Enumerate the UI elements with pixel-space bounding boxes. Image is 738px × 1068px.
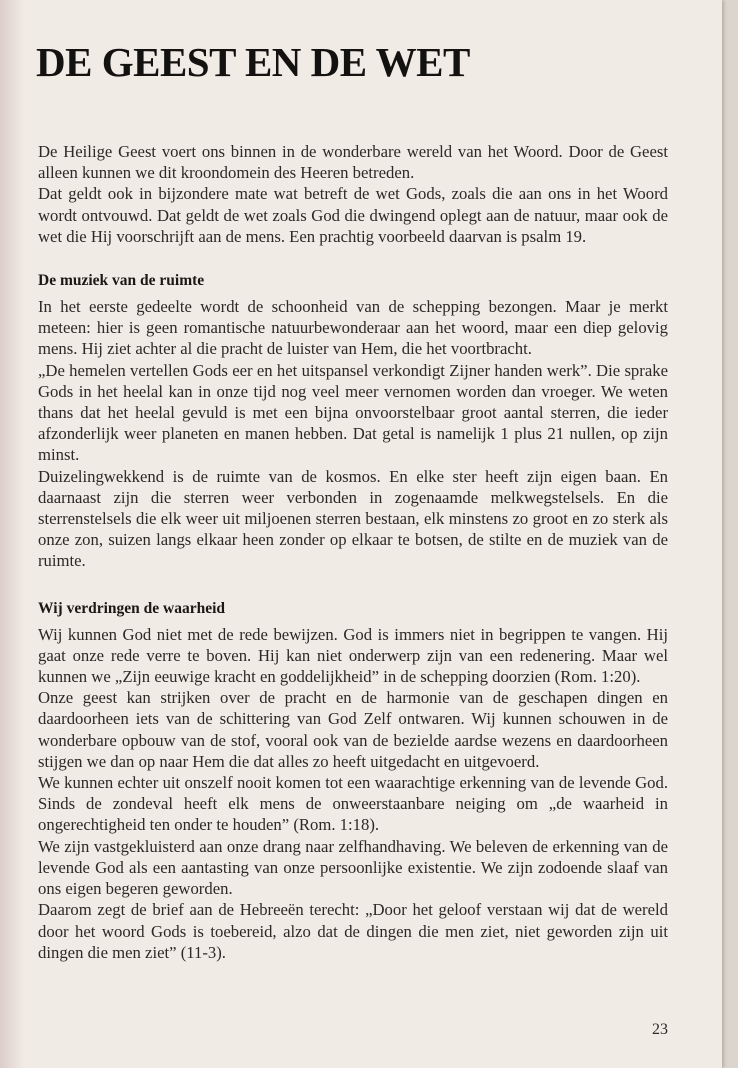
paragraph: We zijn vastgekluisterd aan onze drang naar zelfhandhaving. We beleven de erkenning van de levende God als een aantasting van onze persoonlijke existentie. We zijn zodoende slaaf van ons eigen begeren geworden.: [38, 836, 668, 899]
section-heading: Wij verdringen de waarheid: [38, 599, 225, 617]
paragraph: In het eerste gedeelte wordt de schoonheid van de schepping bezongen. Maar je merkt meteen: hier is geen romantische natuurbewonderaar aan het woord, maar een diep gelovig mens. Hij ziet achter al die pracht de luister van Hem, die het voortbracht.: [38, 297, 668, 359]
page-number: 23: [652, 1021, 668, 1038]
paragraph: Wij kunnen God niet met de rede bewijzen. God is immers niet in begrippen te vangen. Hij gaat onze rede verre te boven. Hij kan niet onderwerp zijn van een redenering. Maar wel kunnen we „Zijn eeuwige kracht en goddelijkheid” in de schepping doorzien (Rom. 1:20).: [38, 624, 668, 687]
paragraph: Dat geldt ook in bijzondere mate wat betreft de wet Gods, zoals die aan ons in het Woord wordt ontvouwd. Dat geldt de wet zoals God die dwingend oplegt aan de natuur, maar ook de wet die Hij voorschrijft aan de mens. Een prachtig voorbeeld daarvan is psalm 19.: [38, 184, 668, 246]
body-text: [38, 141, 668, 963]
section-heading: De muziek van de ruimte: [38, 272, 205, 290]
paragraph: Duizelingwekkend is de ruimte van de kosmos. En elke ster heeft zijn eigen baan. En daarnaast zijn die sterren weer verbonden in zogenaamde melkwegstelsels. En die sterrenstelsels die elk weer uit miljoenen sterren bestaan, elk minstens zo groot en zo sterk als onze zon, suizen langs elkaar heen zonder op elkaar te botsen, de stilte en de muziek van de ruimte.: [38, 466, 668, 571]
paragraph: De Heilige Geest voert ons binnen in de wonderbare wereld van het Woord. Door de Geest alleen kunnen we dit kroondomein des Heeren betreden.: [38, 142, 668, 183]
paragraph: We kunnen echter uit onszelf nooit komen tot een waarachtige erkenning van de levende God. Sinds de zondeval heeft elk mens de onweerstaanbare neiging om „de waarheid in ongerechtigheid ten onder te houden” (Rom. 1:18).: [38, 773, 668, 835]
paragraph: Onze geest kan strijken over de pracht en de harmonie van de geschapen dingen en daardoorheen iets van de schittering van God Zelf ontwaren. Wij kunnen schouwen in de wonderbare opbouw van de stof, vooral ook van de bezielde aardse wezens en daardoorheen stijgen we dan op naar Hem die dat alles zo heeft uitgedacht en uitgevoerd.: [38, 688, 668, 771]
paragraph: Daarom zegt de brief aan de Hebreeën terecht: „Door het geloof verstaan wij dat de wereld door het woord Gods is toebereid, alzo dat de dingen die men ziet, niet geworden zijn uit dingen die men ziet” (11-3).: [38, 900, 668, 962]
paragraph: „De hemelen vertellen Gods eer en het uitspansel verkondigt Zijner handen werk”. Die sprake Gods in het heelal kan in onze tijd nog veel meer vernomen worden dan vroeger. We weten thans dat het heelal gevuld is met een bijna onvoorstelbaar groot aantal sterren, die ieder afzonderlijk weer planeten en manen hebben. Dat getal is namelijk 1 plus 21 nullen, op zijn minst.: [38, 360, 668, 465]
page-title: DE GEEST EN DE WET: [36, 39, 470, 85]
